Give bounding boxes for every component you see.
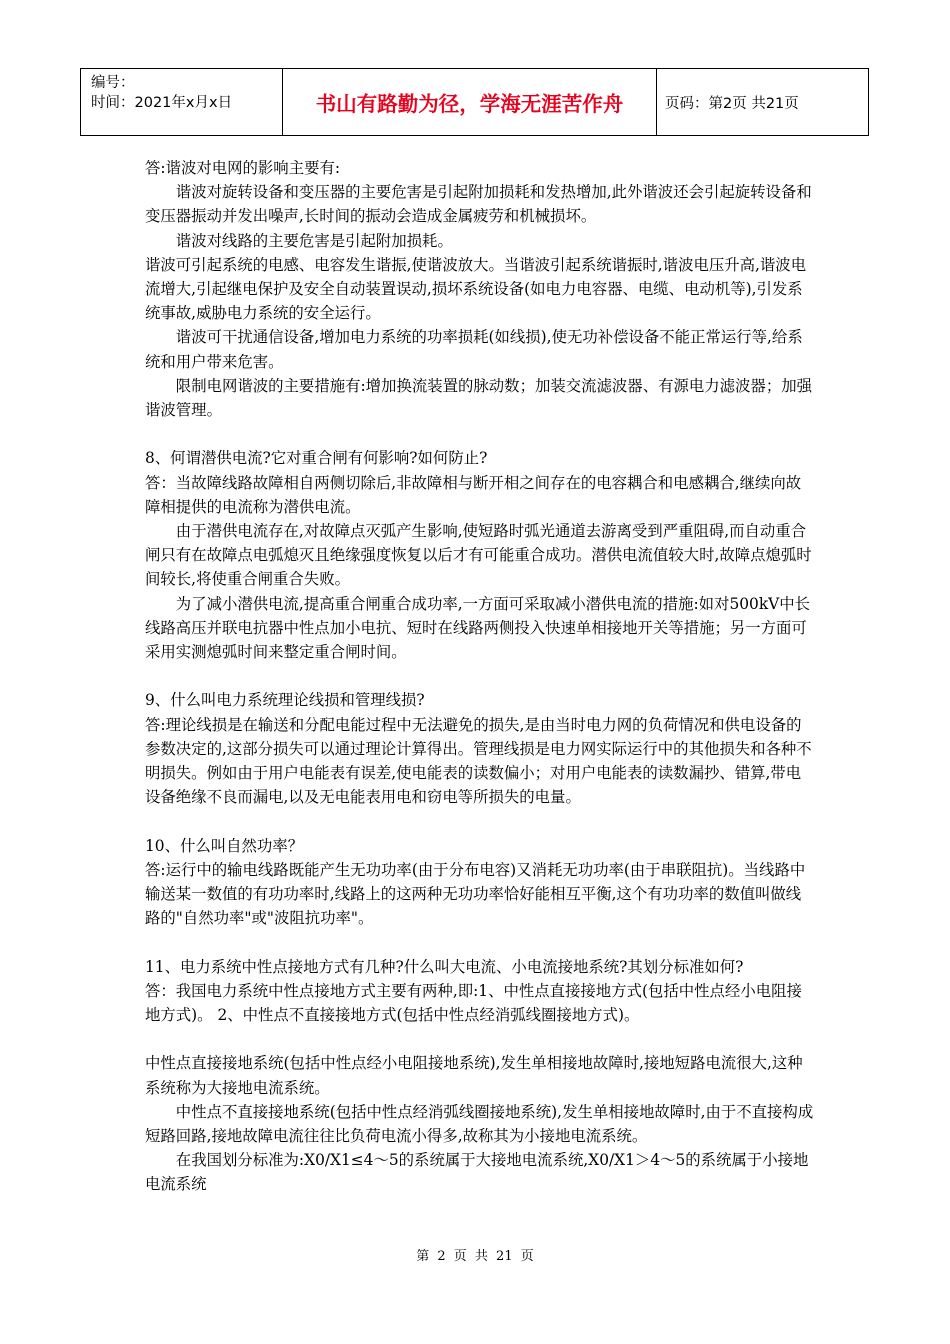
- body-paragraph: 谐波对线路的主要危害是引起附加损耗。: [175, 231, 453, 250]
- body-paragraph: 谐波对旋转设备和变压器的主要危害是引起附加损耗和发热增加,此外谐波还会引起旋转设备和变压器振动并发出噪声,长时间的振动会造成金属疲劳和机械损坏。: [145, 183, 812, 226]
- page-header: [80, 68, 869, 136]
- question-heading: 11、电力系统中性点接地方式有几种?什么叫大电流、小电流接地系统?其划分标准如何?: [145, 957, 744, 976]
- spacer: [145, 809, 815, 833]
- question-heading: 9、什么叫电力系统理论线损和管理线损?: [145, 691, 425, 710]
- body-paragraph: 中性点直接接地系统(包括中性点经小电阻接地系统),发生单相接地故障时,接地短路电流很大,这种系统称为大接地电流系统。: [145, 1054, 803, 1097]
- spacer: [145, 664, 815, 688]
- document-number-label: 编号：: [91, 75, 135, 91]
- spacer: [145, 1027, 815, 1051]
- body-paragraph: 在我国划分标准为:X0/X1≤4～5的系统属于大接地电流系统,X0/X1＞4～5的系统属于小接地电流系统: [145, 1151, 809, 1194]
- document-body: [145, 156, 815, 1197]
- answer-paragraph: 答:理论线损是在输送和分配电能过程中无法避免的损失,是由当时电力网的负荷情况和供电设备的参数决定的,这部分损失可以通过理论计算得出。管理线损是电力网实际运行中的其他损失和各种不明损失。例如由于用户电能表有误差,使电能表的读数偏小；对用户电能表的读数漏抄、错算,带电设备绝缘不良而漏电,以及无电能表用电和窃电等所损失的电量。: [145, 715, 812, 807]
- spacer: [145, 930, 815, 954]
- body-paragraph: 谐波可干扰通信设备,增加电力系统的功率损耗(如线损),使无功补偿设备不能正常运行等,给系统和用户带来危害。: [145, 328, 803, 371]
- answer-intro: 答:谐波对电网的影响主要有:: [145, 159, 341, 177]
- answer-paragraph: 答:运行中的输电线路既能产生无功功率(由于分布电容)又消耗无功功率(由于串联阻抗)。当线路中输送某一数值的有功功率时,线路上的这两种无功功率恰好能相互平衡,这个有功功率的数值叫做线路的"自然功率"或"波阻抗功率"。: [145, 860, 806, 928]
- answer-paragraph: 答：当故障线路故障相自两侧切除后,非故障相与断开相之间存在的电容耦合和电感耦合,继续向故障相提供的电流称为潜供电流。: [145, 473, 802, 516]
- header-meta: [81, 69, 283, 135]
- body-paragraph: 为了减小潜供电流,提高重合闸重合成功率,一方面可采取减小潜供电流的措施:如对500kV中长线路高压并联电抗器中性点加小电抗、短时在线路两侧投入快速单相接地开关等措施；另一方面可采用实测熄弧时间来整定重合闸时间。: [145, 594, 811, 662]
- header-page-number: 页码：第2页 共21页: [665, 95, 799, 112]
- answer-paragraph: 答：我国电力系统中性点接地方式主要有两种,即:1、中性点直接接地方式(包括中性点经小电阻接地方式)。 2、中性点不直接接地方式(包括中性点经消弧线圈接地方式)。: [145, 981, 802, 1025]
- spacer: [145, 422, 815, 446]
- page-footer: 第 2 页 共 21 页: [416, 1249, 534, 1264]
- header-motto: 书山有路勤为径，学海无涯苦作舟: [283, 69, 657, 135]
- body-paragraph: 限制电网谐波的主要措施有:增加换流装置的脉动数；加装交流滤波器、有源电力滤波器；加强谐波管理。: [145, 376, 812, 420]
- body-paragraph: 由于潜供电流存在,对故障点灭弧产生影响,使短路时弧光通道去游离受到严重阻碍,而自动重合闸只有在故障点电弧熄灭且绝缘强度恢复以后才有可能重合成功。潜供电流值较大时,故障点熄弧时间较长,将使重合闸重合失败。: [145, 522, 812, 589]
- body-paragraph: 谐波可引起系统的电感、电容发生谐振,使谐波放大。当谐波引起系统谐振时,谐波电压升高,谐波电流增大,引起继电保护及安全自动装置误动,损坏系统设备(如电力电容器、电缆、电动机等),引发系统事故,威胁电力系统的安全运行。: [145, 255, 807, 323]
- question-heading: 10、什么叫自然功率？: [145, 836, 304, 855]
- question-heading: 8、何谓潜供电流?它对重合闸有何影响?如何防止?: [145, 449, 488, 468]
- document-date: 时间：2021年x月x日: [91, 95, 233, 111]
- body-paragraph: 中性点不直接接地系统(包括中性点经消弧线圈接地系统),发生单相接地故障时,由于不直接构成短路回路,接地故障电流往往比负荷电流小得多,故称其为小接地电流系统。: [145, 1102, 814, 1146]
